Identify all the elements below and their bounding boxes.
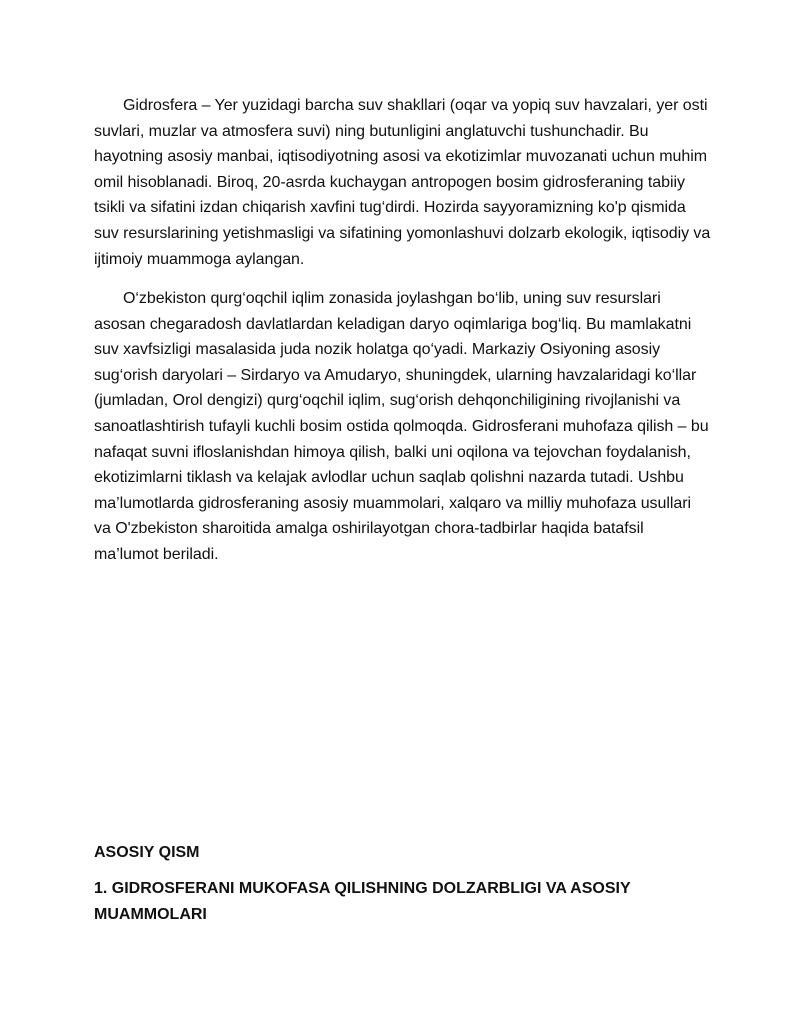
intro-paragraph-1: Gidrosfera – Yer yuzidagi barcha suv shakllari (oqar va yopiq suv havzalari, yer osti suvlari, muzlar va atmosfera suvi) ning butunligini anglatuvchi tushunchadir. Bu hayotning asosiy manbai, iqtisodiyotning asosi va ekotizimlar muvozanati uchun muhim omil hisoblanadi. Biroq, 20-asrda kuchaygan antropogen bosim gidrosferaning tabiiy tsikli va sifatini izdan chiqarish xavfini tug‘dirdi. Hozirda sayyoramizning ko'p qismida suv resurslarining yetishmasligi va sifatining yomonlashuvi dolzarb ekologik, iqtisodiy va ijtimoiy muammoga aylangan.	[94, 97, 711, 268]
subsection-heading: 1. GIDROSFERANI MUKOFASA QILISHNING DOLZARBLIGI VA ASOSIY MUAMMOLARI	[94, 880, 631, 923]
section-heading: ASOSIY QISM	[94, 844, 200, 861]
intro-paragraph-2: O‘zbekiston qurg‘oqchil iqlim zonasida joylashgan bo‘lib, uning suv resurslari asosan chegaradosh davlatlardan keladigan daryo oqimlariga bog‘liq. Bu mamlakatni suv xavfsizligi masalasida juda nozik holatga qo‘yadi. Markaziy Osiyoning asosiy sug‘orish daryolari – Sirdaryo va Amudaryo, shuningdek, ularning havzalaridagi ko‘llar (jumladan, Orol dengizi) qurg‘oqchil iqlim, sug‘orish dehqonchiligining rivojlanishi va sanoatlashtirish tufayli kuchli bosim ostida qolmoqda. Gidrosferani muhofaza qilish – bu nafaqat suvni ifloslanishdan himoya qilish, balki uni oqilona va tejovchan foydalanish, ekotizimlarni tiklash va kelajak avlodlar uchun saqlab qolishni nazarda tutadi. Ushbu ma’lumotlarda gidrosferaning asosiy muammolari, xalqaro va milliy muhofaza usullari va O'zbekiston sharoitida amalga oshirilayotgan chora-tadbirlar haqida batafsil ma’lumot beriladi.	[94, 290, 709, 563]
